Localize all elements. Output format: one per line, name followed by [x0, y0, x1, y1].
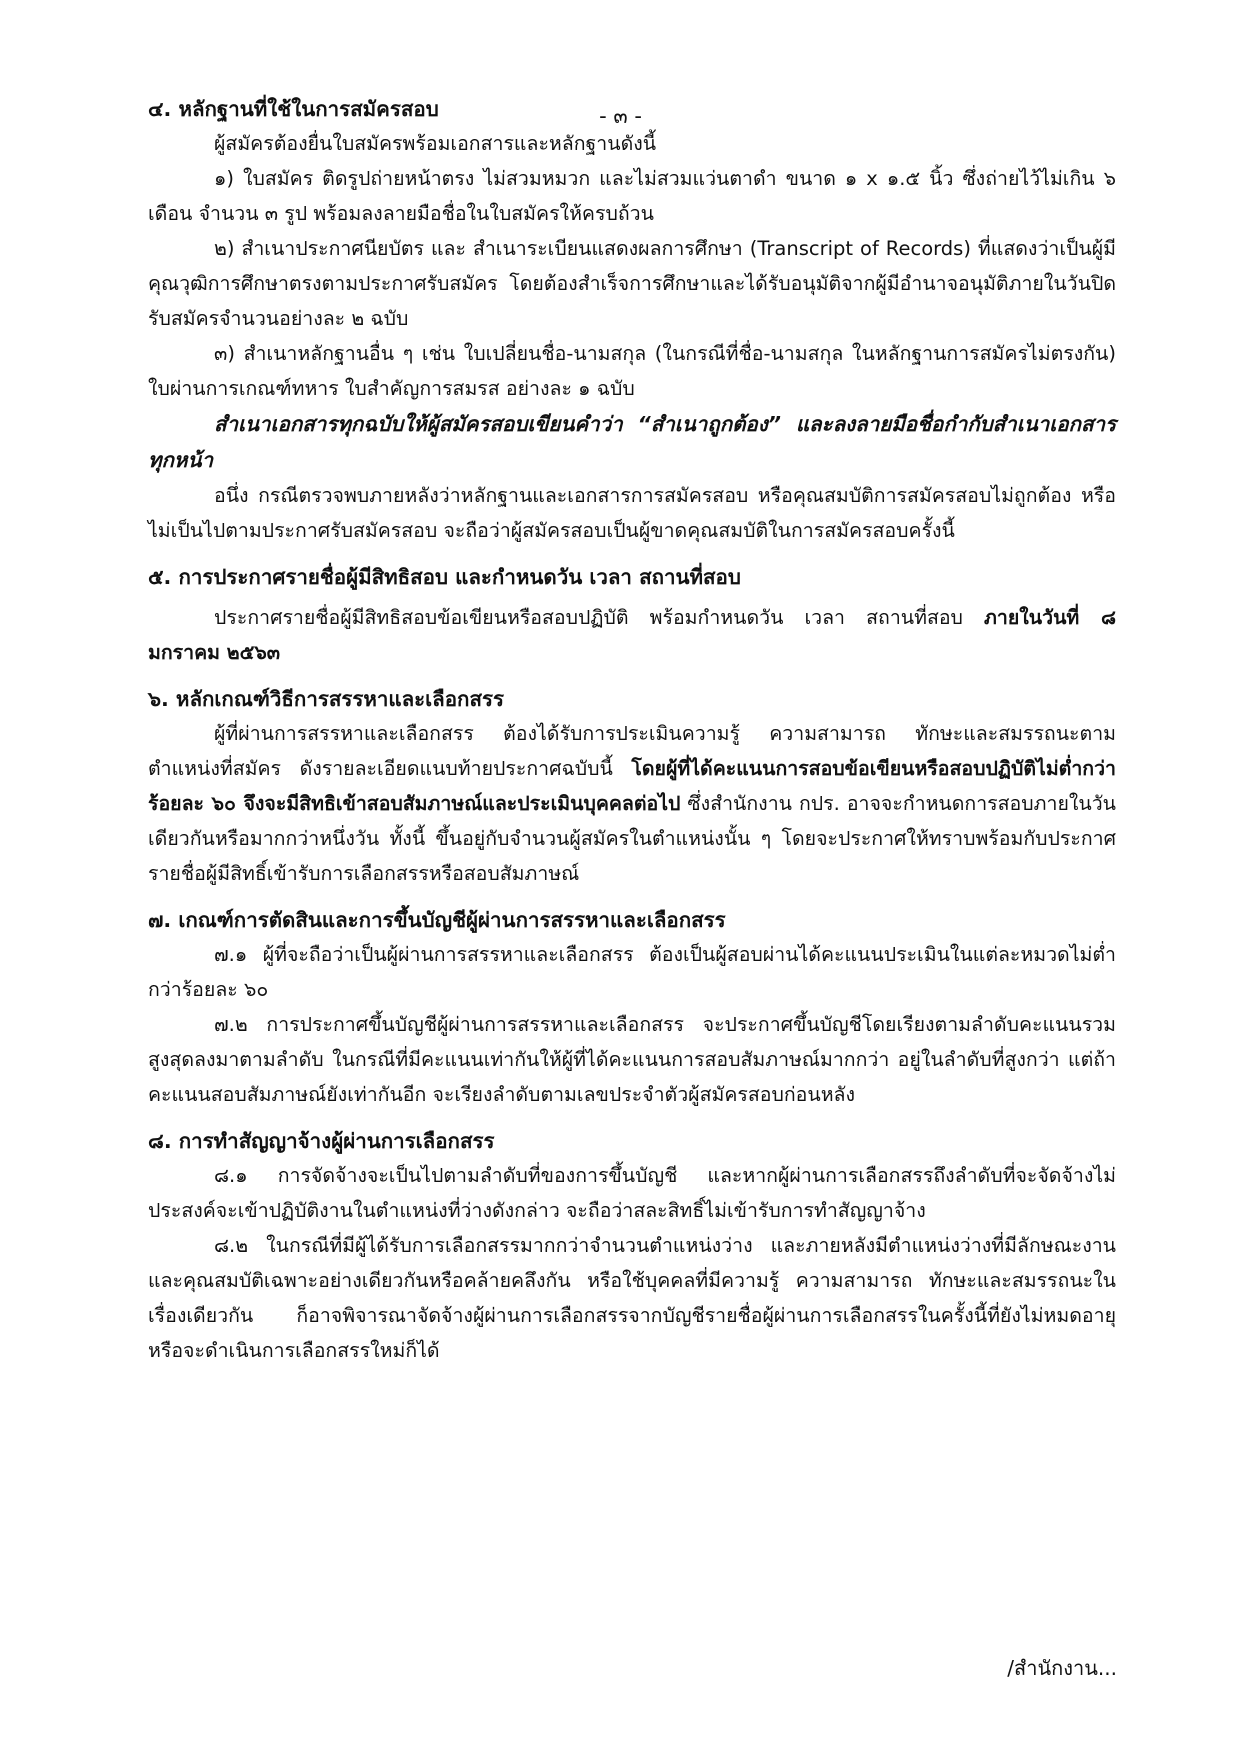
section-8-heading: ๘. การทำสัญญาจ้างผู้ผ่านการเลือกสรร — [148, 1129, 495, 1153]
section-6-text-b: ซึ่งสำนักงาน กปร. อาจจะกำหนดการสอบภายในวันเดียวกันหรือมากกว่าหนึ่งวัน ทั้งนี้ ขึ้นอยู่กับจำนวนผู้สมัครในตำแหน่งนั้น ๆ โดยจะประกาศให้ทราบพร้อมกับประกาศรายชื่อผู้มีสิทธิ์เข้ารับการเลือกสรรหรือสอบสัมภาษณ์ — [148, 792, 1116, 885]
page-number: - ๓ - — [599, 104, 642, 128]
section-6-heading: ๖. หลักเกณฑ์วิธีการสรรหาและเลือกสรร — [148, 687, 505, 711]
section-4-item-3: ๓) สำเนาหลักฐานอื่น ๆ เช่น ใบเปลี่ยนชื่อ-นามสกุล (ในกรณีที่ชื่อ-นามสกุล ในหลักฐานการสมัครไม่ตรงกัน) ใบผ่านการเกณฑ์ทหาร ใบสำคัญการสมรส อย่างละ ๑ ฉบับ — [148, 342, 1116, 400]
section-6-text-a: ผู้ที่ผ่านการสรรหาและเลือกสรร ต้องได้รับการประเมินความรู้ ความสามารถ ทักษะและสมรรถนะตามตำแหน่งที่สมัคร ดังรายละเอียดแนบท้ายประกาศฉบับนี้ — [148, 722, 1116, 780]
section-5-text — [148, 600, 1116, 670]
section-8-item-1: ๘.๑ การจัดจ้างจะเป็นไปตามลำดับที่ของการขึ้นบัญชี และหากผู้ผ่านการเลือกสรรถึงลำดับที่จะจัดจ้างไม่ประสงค์จะเข้าปฏิบัติงานในตำแหน่งที่ว่างดังกล่าว จะถือว่าสละสิทธิ์ไม่เข้ารับการทำสัญญาจ้าง — [148, 1164, 1116, 1222]
section-6-text-bold: โดยผู้ที่ได้คะแนนการสอบข้อเขียนหรือสอบปฏิบัติไม่ต่ำกว่าร้อยละ ๖๐ จึงจะมีสิทธิเข้าสอบสัมภาษณ์และประเมินบุคคลต่อไป — [148, 757, 1116, 815]
section-8-item-2: ๘.๒ ในกรณีที่มีผู้ได้รับการเลือกสรรมากกว่าจำนวนตำแหน่งว่าง และภายหลังมีตำแหน่งว่างที่มีลักษณะงานและคุณสมบัติเฉพาะอย่างเดียวกันหรือคล้ายคลึงกัน หรือใช้บุคคลที่มีความรู้ ความสามารถ ทักษะและสมรรถนะในเรื่องเดียวกัน ก็อาจพิจารณาจัดจ้างผู้ผ่านการเลือกสรรจากบัญชีรายชื่อผู้ผ่านการเลือกสรรในครั้งนี้ที่ยังไม่หมดอายุ หรือจะดำเนินการเลือกสรรใหม่ก็ได้ — [148, 1234, 1116, 1362]
section-4-remark: อนึ่ง กรณีตรวจพบภายหลังว่าหลักฐานและเอกสารการสมัครสอบ หรือคุณสมบัติการสมัครสอบไม่ถูกต้อง หรือไม่เป็นไปตามประกาศรับสมัครสอบ จะถือว่าผู้สมัครสอบเป็นผู้ขาดคุณสมบัติในการสมัครสอบครั้งนี้ — [148, 484, 1116, 542]
document-body — [148, 92, 1116, 1368]
section-4-item-2: ๒) สำเนาประกาศนียบัตร และ สำเนาระเบียนแสดงผลการศึกษา (Transcript of Records) ที่แสดงว่าเป็นผู้มีคุณวุฒิการศึกษาตรงตามประกาศรับสมัคร โดยต้องสำเร็จการศึกษาและได้รับอนุมัติจากผู้มีอำนาจอนุมัติภายในวันปิดรับสมัครจำนวนอย่างละ ๒ ฉบับ — [148, 237, 1116, 330]
continuation-footer: /สำนักงาน... — [1007, 1656, 1117, 1680]
section-6-text — [148, 716, 1116, 891]
section-5-heading: ๕. การประกาศรายชื่อผู้มีสิทธิสอบ และกำหนดวัน เวลา สถานที่สอบ — [148, 565, 741, 589]
section-4-heading: ๔. หลักฐานที่ใช้ในการสมัครสอบ — [148, 97, 439, 121]
section-4-intro: ผู้สมัครต้องยื่นใบสมัครพร้อมเอกสารและหลักฐานดังนี้ — [214, 132, 657, 155]
section-5-text-bold: ภายในวันที่ ๘ มกราคม ๒๕๖๓ — [148, 606, 1116, 664]
section-4-note: สำเนาเอกสารทุกฉบับให้ผู้สมัครสอบเขียนคำว่า “สำเนาถูกต้อง” และลงลายมือชื่อกำกับสำเนาเอกสารทุกหน้า — [148, 412, 1116, 472]
section-4-item-1: ๑) ใบสมัคร ติดรูปถ่ายหน้าตรง ไม่สวมหมวก และไม่สวมแว่นตาดำ ขนาด ๑ x ๑.๕ นิ้ว ซึ่งถ่ายไว้ไม่เกิน ๖ เดือน จำนวน ๓ รูป พร้อมลงลายมือชื่อในใบสมัครให้ครบถ้วน — [148, 167, 1116, 225]
section-5-text-main: ประกาศรายชื่อผู้มีสิทธิสอบข้อเขียนหรือสอบปฏิบัติ พร้อมกำหนดวัน เวลา สถานที่สอบ — [214, 606, 985, 629]
section-7-heading: ๗. เกณฑ์การตัดสินและการขึ้นบัญชีผู้ผ่านการสรรหาและเลือกสรร — [148, 908, 726, 932]
section-7-item-1: ๗.๑ ผู้ที่จะถือว่าเป็นผู้ผ่านการสรรหาและเลือกสรร ต้องเป็นผู้สอบผ่านได้คะแนนประเมินในแต่ละหมวดไม่ต่ำกว่าร้อยละ ๖๐ — [148, 943, 1116, 1001]
section-7-item-2: ๗.๒ การประกาศขึ้นบัญชีผู้ผ่านการสรรหาและเลือกสรร จะประกาศขึ้นบัญชีโดยเรียงตามลำดับคะแนนรวมสูงสุดลงมาตามลำดับ ในกรณีที่มีคะแนนเท่ากันให้ผู้ที่ได้คะแนนการสอบสัมภาษณ์มากกว่า อยู่ในลำดับที่สูงกว่า แต่ถ้าคะแนนสอบสัมภาษณ์ยังเท่ากันอีก จะเรียงลำดับตามเลขประจำตัวผู้สมัครสอบก่อนหลัง — [148, 1013, 1116, 1106]
